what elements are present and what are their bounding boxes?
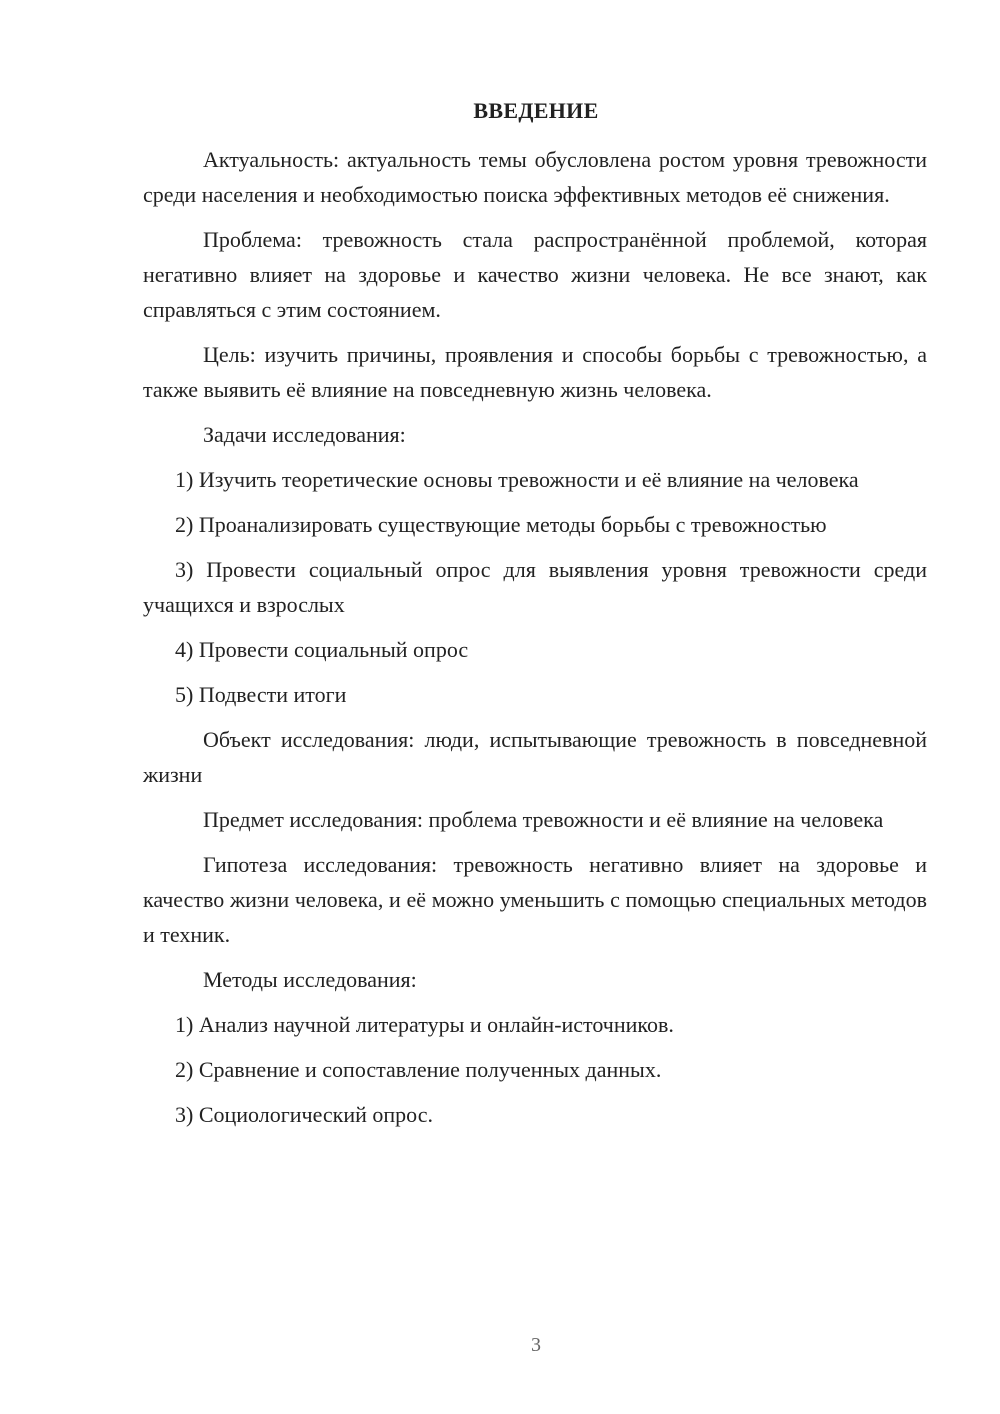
task-item: 2) Проанализировать существующие методы борьбы с тревожностью <box>175 512 827 537</box>
page-number: 3 <box>531 1334 541 1356</box>
method-item: 3) Социологический опрос. <box>175 1102 433 1127</box>
task-item: 5) Подвести итоги <box>175 682 347 707</box>
page-title: ВВЕДЕНИЕ <box>473 98 599 123</box>
paragraph-methods-heading: Методы исследования: <box>203 967 417 992</box>
task-item: 4) Провести социальный опрос <box>175 637 469 662</box>
document-body <box>143 142 927 1142</box>
task-item: 1) Изучить теоретические основы тревожности и её влияние на человека <box>175 467 859 492</box>
paragraph-hypothesis: Гипотеза исследования: тревожность негативно влияет на здоровье и качество жизни человека, и её можно уменьшить с помощью специальных методов и техник. <box>143 852 927 947</box>
paragraph-relevance: Актуальность: актуальность темы обусловлена ростом уровня тревожности среди населения и необходимостью поиска эффективных методов её снижения. <box>143 147 927 207</box>
paragraph-object: Объект исследования: люди, испытывающие тревожность в повседневной жизни <box>143 727 927 787</box>
method-item: 1) Анализ научной литературы и онлайн-источников. <box>175 1012 674 1037</box>
paragraph-tasks-heading: Задачи исследования: <box>203 422 406 447</box>
paragraph-subject: Предмет исследования: проблема тревожности и её влияние на человека <box>203 807 884 832</box>
paragraph-goal: Цель: изучить причины, проявления и способы борьбы с тревожностью, а также выявить её влияние на повседневную жизнь человека. <box>143 342 927 402</box>
paragraph-problem: Проблема: тревожность стала распространённой проблемой, которая негативно влияет на здоровье и качество жизни человека. Не все знают, как справляться с этим состоянием. <box>143 227 927 322</box>
task-item: 3) Провести социальный опрос для выявления уровня тревожности среди учащихся и взрослых <box>143 557 927 617</box>
method-item: 2) Сравнение и сопоставление полученных данных. <box>175 1057 662 1082</box>
